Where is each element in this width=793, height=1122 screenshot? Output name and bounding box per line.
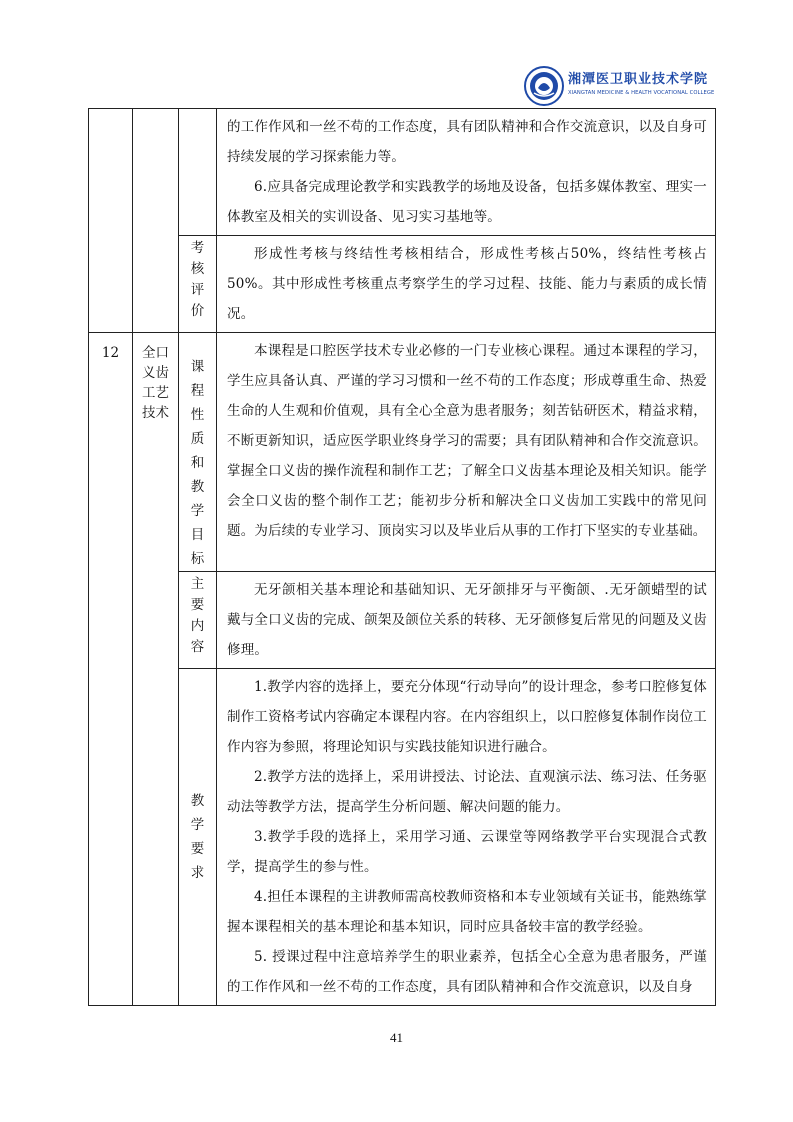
paragraph: 的工作作风和一丝不苟的工作态度，具有团队精神和合作交流意识，以及自身可持续发展的学习探索能力等。 <box>227 119 707 165</box>
course-table <box>88 108 716 1006</box>
category-label: 主要内容 <box>190 576 205 655</box>
course-name-cell <box>133 333 179 1006</box>
paragraph: 3.教学手段的选择上，采用学习通、云课堂等网络教学平台实现混合式教学，提高学生的参与性。 <box>227 829 707 875</box>
paragraph: 本课程是口腔医学技术专业必修的一门专业核心课程。通过本课程的学习，学生应具备认真、严谨的学习习惯和一丝不苟的工作态度；形成尊重生命、热爱生命的人生观和价值观，具有全心全意为患者服务；刻苦钻研医术，精益求精，不断更新知识，适应医学职业终身学习的需要；具有团队精神和合作交流意识。掌握全口义齿的操作流程和制作工艺；了解全口义齿基本理论及相关知识。能学会全口义齿的整个制作工艺；能初步分析和解决全口义齿加工实践中的常见问题。为后续的专业学习、顶岗实习以及毕业后从事的工作打下坚实的专业基础。 <box>227 343 707 539</box>
table-row <box>89 236 716 333</box>
category-cell <box>179 572 217 669</box>
paragraph: 形成性考核与终结性考核相结合，形成性考核占50%，终结性考核占50%。其中形成性考核重点考察学生的学习过程、技能、能力与素质的成长情况。 <box>227 246 707 322</box>
category-cell <box>179 236 217 333</box>
paragraph: 2.教学方法的选择上，采用讲授法、讨论法、直观演示法、练习法、任务驱动法等教学方法，提高学生分析问题、解决问题的能力。 <box>227 769 707 815</box>
page-number: 41 <box>390 1030 403 1045</box>
category-label: 课程性质和教学目标 <box>190 359 205 567</box>
category-cell <box>179 669 217 1006</box>
nature-goals-content <box>217 333 716 572</box>
main-content <box>217 572 716 669</box>
college-name-cn: 湘潭医卫职业技术学院 <box>568 72 709 87</box>
category-label: 考核评价 <box>190 240 205 319</box>
course-number: 12 <box>89 333 133 1006</box>
table-row <box>89 669 716 1006</box>
college-emblem-icon <box>524 66 564 106</box>
category-label: 教学要求 <box>190 793 205 881</box>
table-row <box>89 109 716 236</box>
table-row <box>89 572 716 669</box>
college-logo <box>524 66 714 108</box>
paragraph: 4.担任本课程的主讲教师需高校教师资格和本专业领域有关证书，能熟练掌握本课程相关的基本理论和基本知识，同时应具备较丰富的教学经验。 <box>227 889 707 935</box>
prev-number-cell <box>89 109 133 333</box>
prev-requirements-content <box>217 109 716 236</box>
paragraph: 无牙颌相关基本理论和基础知识、无牙颌排牙与平衡颌、.无牙颌蜡型的试戴与全口义齿的完成、颌架及颌位关系的转移、无牙颌修复后常见的问题及义齿修理。 <box>227 582 707 658</box>
category-cell <box>179 333 217 572</box>
prev-name-cell <box>133 109 179 333</box>
teaching-requirements-content <box>217 669 716 1006</box>
assessment-content <box>217 236 716 333</box>
paragraph: 1.教学内容的选择上，要充分体现“行动导向”的设计理念，参考口腔修复体制作工资格考试内容确定本课程内容。在内容组织上，以口腔修复体制作岗位工作内容为参照，将理论知识与实践技能知识进行融合。 <box>227 679 707 755</box>
prev-category-cell <box>179 109 217 236</box>
table-row <box>89 333 716 572</box>
paragraph: 5. 授课过程中注意培养学生的职业素养，包括全心全意为患者服务，严谨的工作作风和一丝不苟的工作态度，具有团队精神和合作交流意识，以及自身 <box>227 949 707 995</box>
course-name: 全口义齿工艺技术 <box>142 345 169 421</box>
college-name-en: XIANGTAN MEDICINE & HEALTH VOCATIONAL COLLEGE <box>568 90 715 96</box>
paragraph: 6.应具备完成理论教学和实践教学的场地及设备，包括多媒体教室、理实一体教室及相关的实训设备、见习实习基地等。 <box>227 179 707 225</box>
